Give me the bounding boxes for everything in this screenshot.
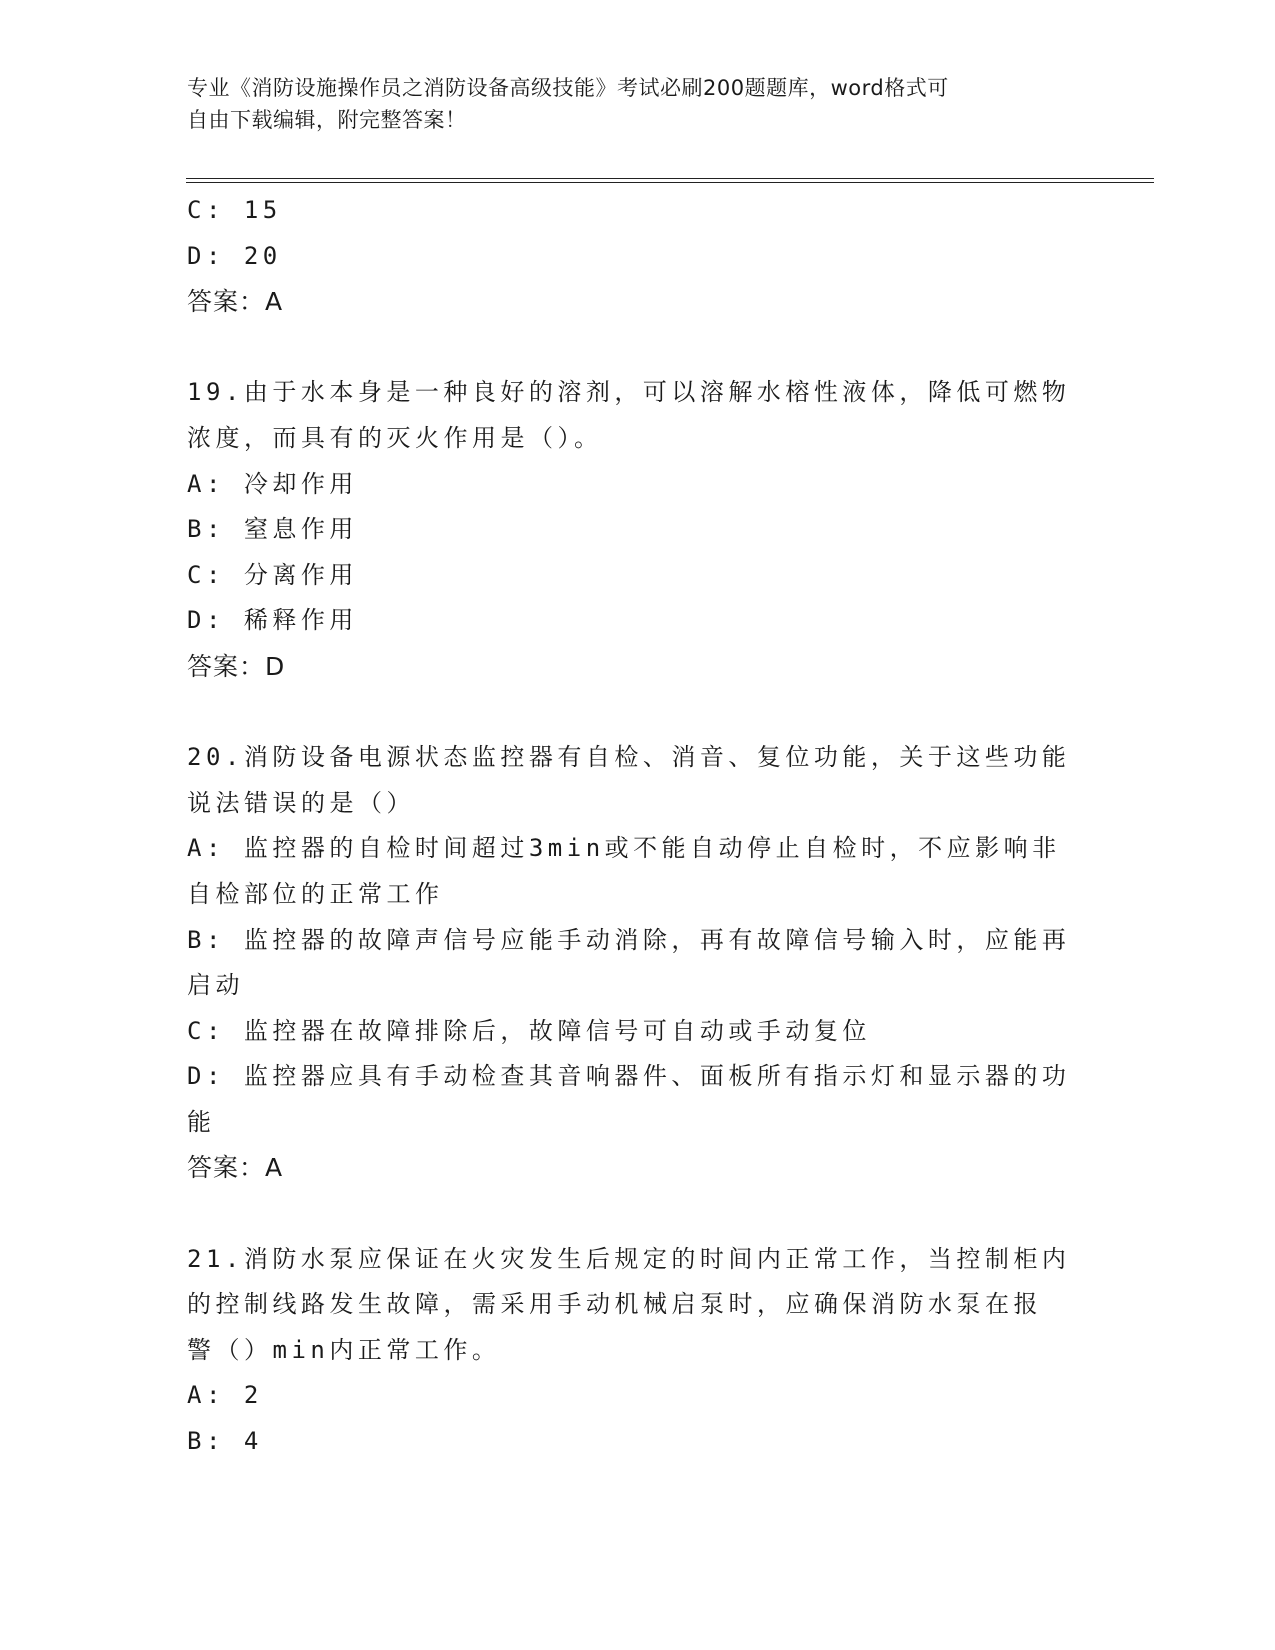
prev-option-c: C: 15 <box>187 196 282 224</box>
q21-stem-line-2: 的控制线路发生故障，需采用手动机械启泵时，应确保消防水泵在报 <box>187 1290 1042 1319</box>
q21-option-b: B: 4 <box>187 1427 263 1456</box>
question-20 <box>187 735 1077 1191</box>
q20-stem-line-2: 说法错误的是（） <box>187 788 415 817</box>
q20-stem-line-1: 20.消防设备电源状态监控器有自检、消音、复位功能，关于这些功能 <box>187 743 1071 772</box>
q20-option-d-line-1: D: 监控器应具有手动检查其音响器件、面板所有指示灯和显示器的功 <box>187 1062 1071 1091</box>
q19-option-b: B: 窒息作用 <box>187 515 358 544</box>
q19-option-d: D: 稀释作用 <box>187 606 358 635</box>
q20-option-a-line-2: 自检部位的正常工作 <box>187 879 444 908</box>
prev-option-d: D: 20 <box>187 241 282 270</box>
header-line-1: 专业《消防设施操作员之消防设备高级技能》考试必刷200题题库，word格式可 <box>187 76 949 100</box>
header-line-2: 自由下载编辑，附完整答案！ <box>187 108 467 132</box>
q21-option-a: A: 2 <box>187 1381 263 1410</box>
q20-option-c: C: 监控器在故障排除后，故障信号可自动或手动复位 <box>187 1016 871 1045</box>
spacer <box>187 690 1077 736</box>
q19-answer: 答案：D <box>187 651 286 681</box>
question-19 <box>187 370 1077 689</box>
spacer <box>187 325 1077 371</box>
q20-option-a-line-1: A: 监控器的自检时间超过3min或不能自动停止自检时，不应影响非 <box>187 834 1061 863</box>
header-divider-top <box>186 178 1154 179</box>
document-body <box>187 188 1077 1465</box>
q20-option-b-line-2: 启动 <box>187 971 244 1000</box>
q20-option-d-line-2: 能 <box>187 1107 216 1136</box>
q19-stem-line-2: 浓度，而具有的灭火作用是（）。 <box>187 423 603 452</box>
q20-answer: 答案：A <box>187 1153 284 1183</box>
question-21 <box>187 1237 1077 1465</box>
q20-option-b-line-1: B: 监控器的故障声信号应能手动消除，再有故障信号输入时，应能再 <box>187 925 1071 954</box>
page-header <box>187 72 1067 136</box>
header-divider-bottom <box>186 182 1154 183</box>
q19-stem-line-1: 19.由于水本身是一种良好的溶剂，可以溶解水榕性液体，降低可燃物 <box>187 378 1071 407</box>
q19-option-a: A: 冷却作用 <box>187 469 358 498</box>
spacer <box>187 1191 1077 1237</box>
q19-option-c: C: 分离作用 <box>187 560 358 589</box>
q21-stem-line-3: 警（）min内正常工作。 <box>187 1335 501 1364</box>
q21-stem-line-1: 21.消防水泵应保证在火灾发生后规定的时间内正常工作，当控制柜内 <box>187 1244 1071 1273</box>
prev-answer: 答案：A <box>187 287 284 317</box>
